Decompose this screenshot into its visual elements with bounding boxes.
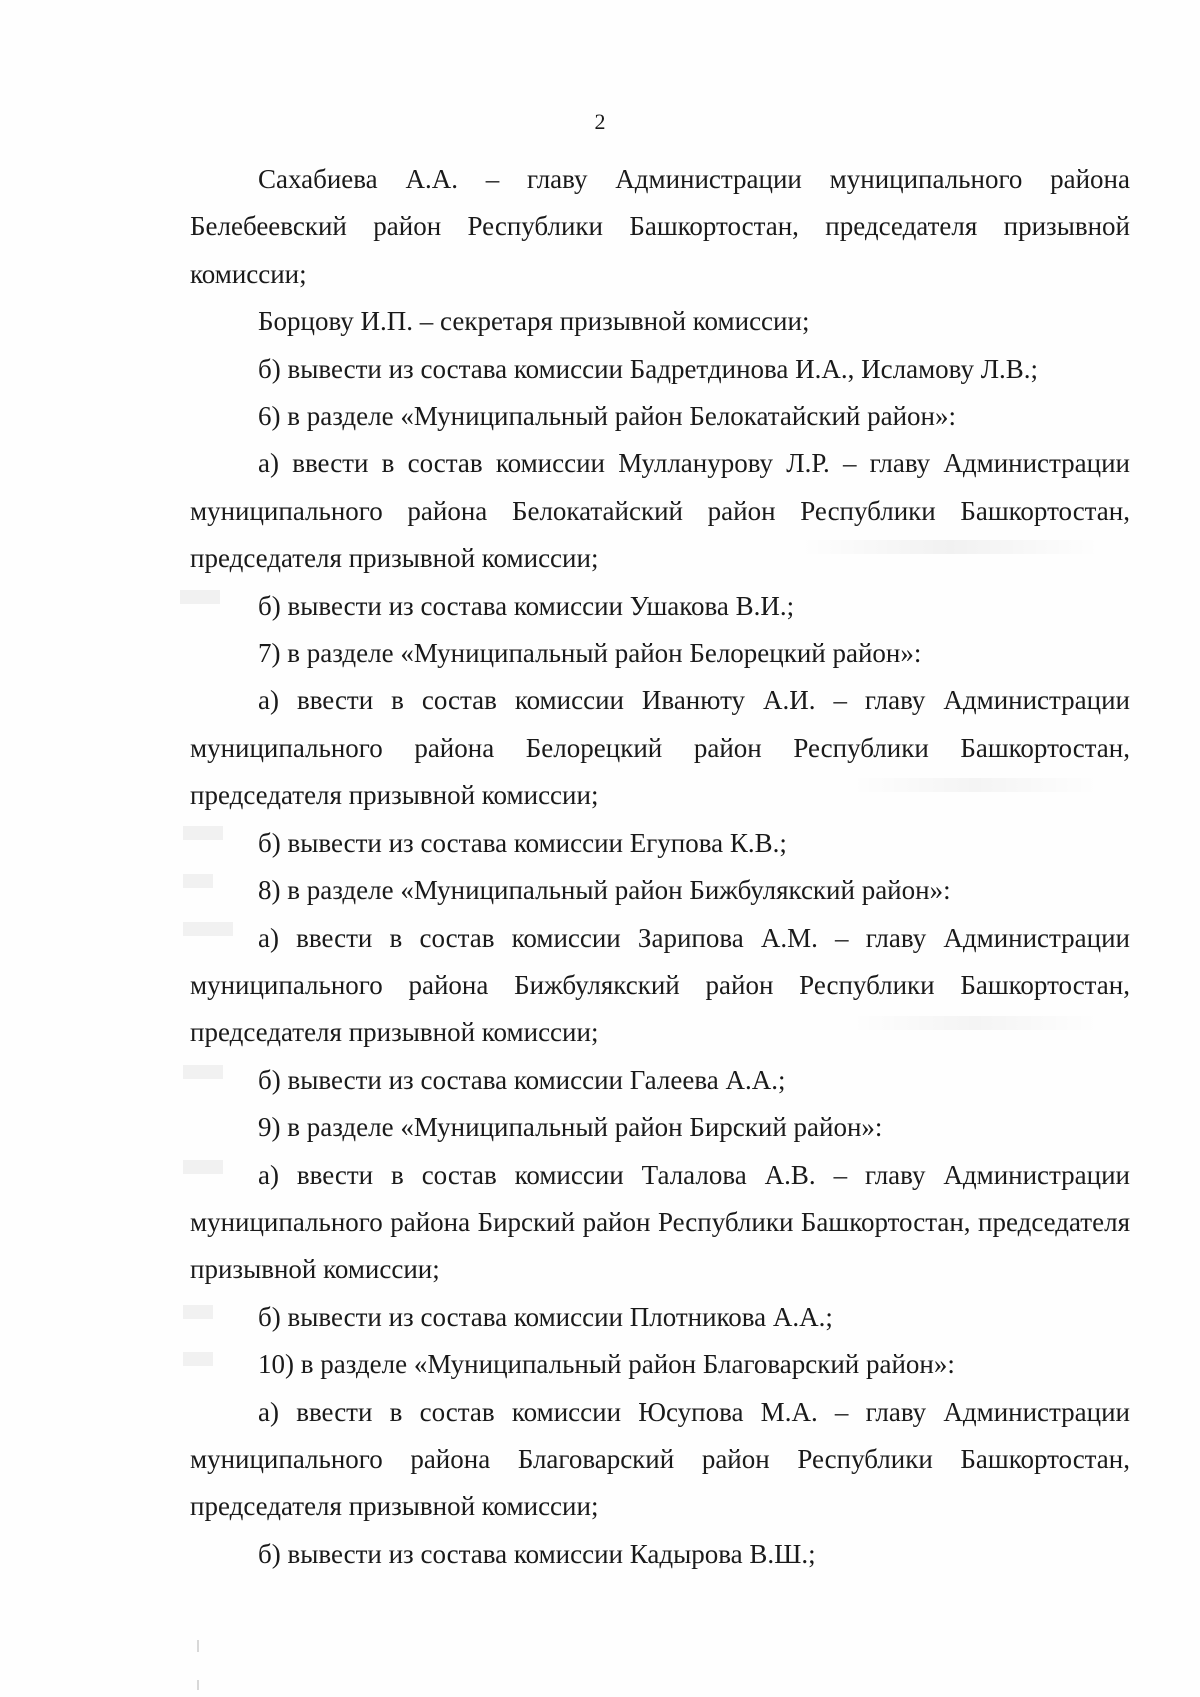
- section-heading: 7) в разделе «Муниципальный район Белорецкий район»:: [258, 638, 922, 669]
- scan-artifact: [850, 778, 1100, 792]
- page-number: 2: [594, 109, 606, 134]
- paragraph: б) вывести из состава комиссии Ушакова В.И.;: [258, 590, 795, 621]
- scan-artifact: [197, 1640, 199, 1652]
- paragraph: а) ввести в состав комиссии Юсупова М.А. – главу Администрации муниципального района Благоварский район Республики Башкортостан, председателя призывной комиссии;: [190, 1396, 1130, 1522]
- paragraph: а) ввести в состав комиссии Зарипова А.М. – главу Администрации муниципального района Бижбулякский район Республики Башкортостан, председателя призывной комиссии;: [190, 922, 1130, 1048]
- paragraph: б) вывести из состава комиссии Плотникова А.А.;: [258, 1301, 833, 1332]
- scan-artifact: [183, 1305, 213, 1319]
- section-heading: 8) в разделе «Муниципальный район Бижбулякский район»:: [258, 875, 951, 906]
- paragraph: а) ввести в состав комиссии Талалова А.В. – главу Администрации муниципального района Бирский район Республики Башкортостан, председателя призывной комиссии;: [190, 1159, 1130, 1285]
- section-heading: 9) в разделе «Муниципальный район Бирский район»:: [258, 1112, 883, 1143]
- scan-artifact: [183, 874, 213, 888]
- scan-artifact: [183, 922, 233, 936]
- paragraph: Сахабиева А.А. – главу Администрации муниципального района Белебеевский район Республики Башкортостан, председателя призывной комиссии;: [190, 164, 1130, 289]
- paragraph: б) вывести из состава комиссии Галеева А.А.;: [258, 1064, 786, 1095]
- scan-artifact: [800, 540, 1100, 554]
- paragraph: б) вывести из состава комиссии Кадырова В.Ш.;: [258, 1538, 816, 1569]
- paragraph: а) ввести в состав комиссии Мулланурову Л.Р. – главу Администрации муниципального района Белокатайский район Республики Башкортостан, председателя призывной комиссии;: [190, 448, 1130, 574]
- section-heading: 10) в разделе «Муниципальный район Благоварский район»:: [258, 1349, 955, 1380]
- scan-artifact: [183, 1352, 213, 1366]
- paragraph: б) вывести из состава комиссии Бадретдинова И.А., Исламову Л.В.;: [258, 353, 1039, 384]
- scan-artifact: [183, 826, 223, 840]
- scan-artifact: [183, 1065, 223, 1079]
- section-heading: 6) в разделе «Муниципальный район Белокатайский район»:: [258, 401, 956, 432]
- paragraph: а) ввести в состав комиссии Иванюту А.И. – главу Администрации муниципального района Белорецкий район Республики Башкортостан, председателя призывной комиссии;: [190, 685, 1130, 811]
- paragraph: б) вывести из состава комиссии Егупова К.В.;: [258, 827, 787, 858]
- document-body: [190, 156, 1130, 1578]
- paragraph: Борцову И.П. – секретаря призывной комиссии;: [258, 306, 810, 337]
- scan-artifact: [180, 590, 220, 604]
- scan-artifact: [850, 1016, 1100, 1030]
- scan-artifact: [197, 1680, 199, 1690]
- scan-artifact: [183, 1160, 223, 1174]
